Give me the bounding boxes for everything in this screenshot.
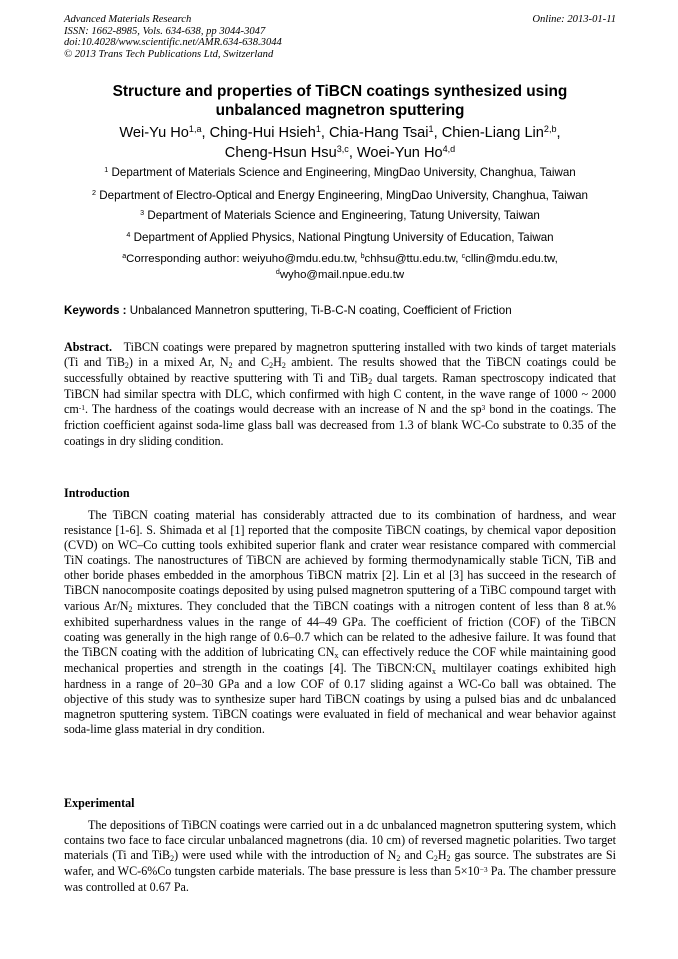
- author-name: Chia-Hang Tsai: [329, 125, 429, 141]
- subscript: 2: [368, 377, 373, 387]
- corresponding-line-1: [64, 252, 616, 268]
- experimental-paragraph: [64, 818, 616, 895]
- abstract-text: ) in a mixed Ar, N: [128, 355, 229, 370]
- subscript: 2: [124, 361, 129, 371]
- issn-line: ISSN: 1662-8985, Vols. 634-638, pp 3044-3047: [64, 25, 266, 37]
- superscript: −3: [479, 864, 488, 874]
- subscript: 2: [228, 361, 233, 371]
- email-link[interactable]: wyho@mail.npue.edu.tw: [279, 269, 405, 281]
- affiliation-text: Department of Materials Science and Engineering, Tatung University, Taiwan: [147, 209, 540, 222]
- body-text: mixtures. They concluded that the TiBCN coatings with a nitrogen content of less than 8 at.% exhibited superhardness values in the range of 44–49 GPa. The coefficient of friction (COF) of the TiBCN coating was generally in the high range of 0.6–0.7 which can be related to the adhesive failure. It was found that the TiBCN coating with the addition of lubricating CN: [64, 598, 616, 659]
- body-text: Pa. The chamber pressure was controlled at 0.67 Pa.: [64, 864, 616, 895]
- affiliation-number: 4: [126, 230, 131, 240]
- body-text: H: [437, 848, 447, 863]
- journal-header: [64, 14, 616, 60]
- doi-line: doi:10.4028/www.scientific.net/AMR.634-638.3044: [64, 37, 282, 49]
- corresponding-label: Corresponding author:: [126, 253, 243, 265]
- email-link[interactable]: weiyuho@mdu.edu.tw,: [242, 253, 361, 265]
- author-line-1: [64, 124, 616, 144]
- author-separator: ,: [348, 145, 357, 161]
- body-text: ) were used while with the introduction of N: [174, 848, 397, 863]
- author-line-2: [64, 144, 616, 164]
- subscript: 2: [281, 361, 286, 371]
- author-affil-mark: 4,d: [442, 144, 456, 155]
- email-mark: d: [275, 269, 280, 277]
- author-name: Cheng-Hsun Hsu: [224, 145, 337, 161]
- corresponding-authors: [64, 252, 616, 284]
- author-affil-mark: 1,a: [188, 124, 202, 135]
- abstract-text: . The hardness of the coatings would decrease with an increase of N and the sp: [85, 402, 482, 417]
- abstract-text: H: [273, 355, 282, 370]
- email-link[interactable]: chhsu@ttu.edu.tw,: [364, 253, 462, 265]
- online-date: Online: 2013-01-11: [532, 14, 616, 25]
- abstract: [64, 340, 616, 449]
- affiliation-1: [64, 166, 616, 181]
- author-separator: ,: [201, 125, 210, 141]
- body-text: can effectively reduce the COF while maintaining good mechanical properties and strength in the coatings [4]. The TiBCN:CN: [64, 644, 616, 675]
- affiliation-3: [64, 209, 616, 224]
- body-text: The depositions of TiBCN coatings were carried out in a dc unbalanced magnetron sputtering system, which contains two face to face circular unbalanced magnetrons (dia. 10 cm) of reversed magnetic polarities. Two target materials (Ti and TiB: [64, 818, 616, 863]
- body-text: The TiBCN coating material has considerably attracted due to its combination of hardness, and wear resistance [1-6]. S. Shimada et al [1] reported that the composite TiBCN coatings, by chemical vapor deposition (CVD) on WC–Co cutting tools exhibited superior flank and crater wear resistance compared with commercial TiN coatings. The nanostructures of TiBCN are achieved by forming thermodynamically stable TiCN, TiB and other boride phases embedded in the amorphous TiBCN matrix [2]. Lin et al [3] has succeed in the research of TiBCN nanocomposite coatings deposited by using pulsed magnetron sputtering of a TiBC compound target with various Ar/N: [64, 508, 616, 613]
- title-line-1: Structure and properties of TiBCN coatings synthesized using: [112, 83, 568, 100]
- author-name: Woei-Yun Ho: [356, 145, 443, 161]
- superscript: -1: [78, 402, 86, 412]
- paper-title: [64, 82, 616, 120]
- affiliation-text: Department of Electro-Optical and Energy Engineering, MingDao University, Changhua, Taiwan: [99, 189, 588, 202]
- affiliation-text: Department of Applied Physics, National Pingtung University of Education, Taiwan: [133, 231, 554, 244]
- introduction-heading: Introduction: [64, 486, 130, 500]
- keywords-text: Unbalanced Mannetron sputtering, Ti-B-C-N coating, Coefficient of Friction: [129, 304, 512, 317]
- abstract-text: ambient. The results showed that the TiBCN coatings could be successfully obtained by reactive sputtering with Ti and TiB: [64, 355, 617, 386]
- copyright-line: © 2013 Trans Tech Publications Ltd, Switzerland: [64, 48, 274, 60]
- body-text: gas source. The substrates are Si wafer, and WC-6%Co tungsten carbide materials. The base pressure is less than 5×10: [64, 848, 617, 879]
- author-list: [64, 124, 616, 164]
- subscript: 2: [433, 854, 438, 864]
- subscript: 2: [269, 361, 274, 371]
- abstract-text: dual targets. Raman spectroscopy indicated that TiBCN had similar spectra with DLC, which confirmed with high C content, in the wave range of 1000 ~ 2000 cm: [64, 371, 617, 417]
- email-mark: b: [360, 253, 365, 261]
- author-affil-mark: 2,b: [543, 124, 557, 135]
- affiliation-number: 3: [140, 208, 145, 218]
- author-separator: ,: [556, 125, 561, 141]
- abstract-text: bond in the coatings. The friction coefficient against soda-lime glass ball was decreased from 1.3 of blank WC-Co substrate to 0.35 of the coatings in dry sliding condition.: [64, 402, 616, 448]
- body-text: multilayer coatings exhibited high hardness in a range of 20–30 GPa and a low COF of 0.17 sliding against a WC-Co ball was obtained. The objective of this study was to synthesize super hard TiBCN coatings by using a pulsed bias and dc unbalanced magnetron sputtering system. TiBCN coatings were evaluated in field of mechanical and wear behavior against soda-lime glass material in dry condition.: [64, 660, 616, 737]
- author-name: Chien-Liang Lin: [441, 125, 544, 141]
- subscript: x: [432, 666, 436, 676]
- superscript: 3: [481, 402, 486, 412]
- abstract-text: TiBCN coatings were prepared by magnetron sputtering installed with two kinds of target materials (Ti and TiB: [64, 340, 616, 370]
- subscript: 2: [128, 604, 133, 614]
- email-mark: c: [461, 253, 466, 261]
- corresponding-line-2: [64, 268, 616, 284]
- author-affil-mark: 1: [315, 124, 321, 135]
- subscript: x: [334, 650, 339, 660]
- title-line-2: unbalanced magnetron sputtering: [215, 102, 465, 119]
- abstract-text: and C: [232, 355, 270, 370]
- author-separator: ,: [433, 125, 442, 141]
- experimental-heading: Experimental: [64, 796, 135, 810]
- affiliation-number: 1: [104, 165, 109, 175]
- author-name: Wei-Yu Ho: [119, 125, 189, 141]
- keywords: [64, 304, 616, 318]
- body-text: and C: [400, 848, 434, 863]
- introduction-paragraph: [64, 508, 616, 737]
- subscript: 2: [396, 854, 401, 864]
- subscript: 2: [170, 854, 175, 864]
- journal-name: Advanced Materials Research: [64, 14, 192, 25]
- keywords-label: Keywords :: [64, 304, 130, 317]
- email-link[interactable]: cllin@mdu.edu.tw,: [465, 253, 558, 265]
- affiliation-2: [64, 189, 616, 204]
- author-affil-mark: 1: [428, 124, 434, 135]
- author-separator: ,: [320, 125, 330, 141]
- affiliation-number: 2: [92, 188, 97, 198]
- email-mark: a: [122, 253, 127, 261]
- subscript: 2: [446, 854, 451, 864]
- author-affil-mark: 3,c: [336, 144, 349, 155]
- abstract-label: Abstract.: [64, 340, 113, 354]
- author-name: Ching-Hui Hsieh: [209, 125, 316, 141]
- affiliation-text: Department of Materials Science and Engineering, MingDao University, Changhua, Taiwan: [111, 166, 576, 179]
- affiliation-4: [64, 231, 616, 246]
